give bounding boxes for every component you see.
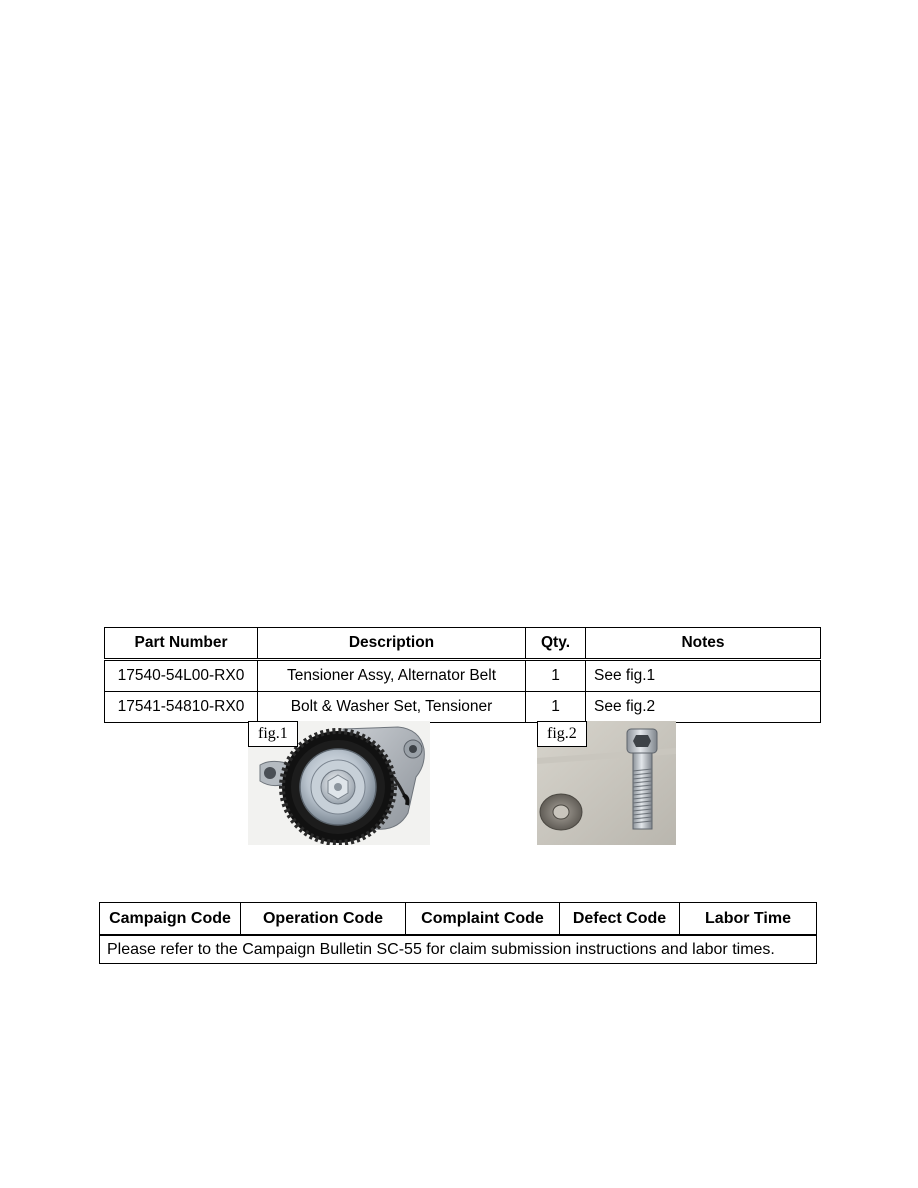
claim-table-header-row	[100, 903, 817, 936]
header-qty: Qty.	[526, 628, 586, 660]
header-complaint-code: Complaint Code	[406, 903, 560, 936]
header-description: Description	[258, 628, 526, 660]
header-defect-code: Defect Code	[560, 903, 680, 936]
table-row	[105, 660, 821, 692]
description-cell: Bolt & Washer Set, Tensioner	[258, 692, 526, 723]
description-cell: Tensioner Assy, Alternator Belt	[258, 660, 526, 692]
qty-cell: 1	[526, 692, 586, 723]
parts-table	[104, 627, 821, 723]
part-number-cell: 17540-54L00-RX0	[105, 660, 258, 692]
figure-2-bolt-washer	[537, 721, 676, 845]
header-part-number: Part Number	[105, 628, 258, 660]
table-row	[105, 692, 821, 723]
notes-cell: See fig.2	[586, 692, 821, 723]
figure-1-label: fig.1	[248, 721, 298, 747]
header-operation-code: Operation Code	[241, 903, 406, 936]
claim-instructions-note: Please refer to the Campaign Bulletin SC-55 for claim submission instructions and labor times.	[100, 935, 817, 964]
header-labor-time: Labor Time	[680, 903, 817, 936]
part-number-cell: 17541-54810-RX0	[105, 692, 258, 723]
notes-cell: See fig.1	[586, 660, 821, 692]
figure-1-tensioner	[248, 721, 430, 845]
table-row	[100, 935, 817, 964]
header-notes: Notes	[586, 628, 821, 660]
figure-2-label: fig.2	[537, 721, 587, 747]
parts-table-header-row	[105, 628, 821, 660]
claim-table	[99, 902, 817, 964]
header-campaign-code: Campaign Code	[100, 903, 241, 936]
qty-cell: 1	[526, 660, 586, 692]
